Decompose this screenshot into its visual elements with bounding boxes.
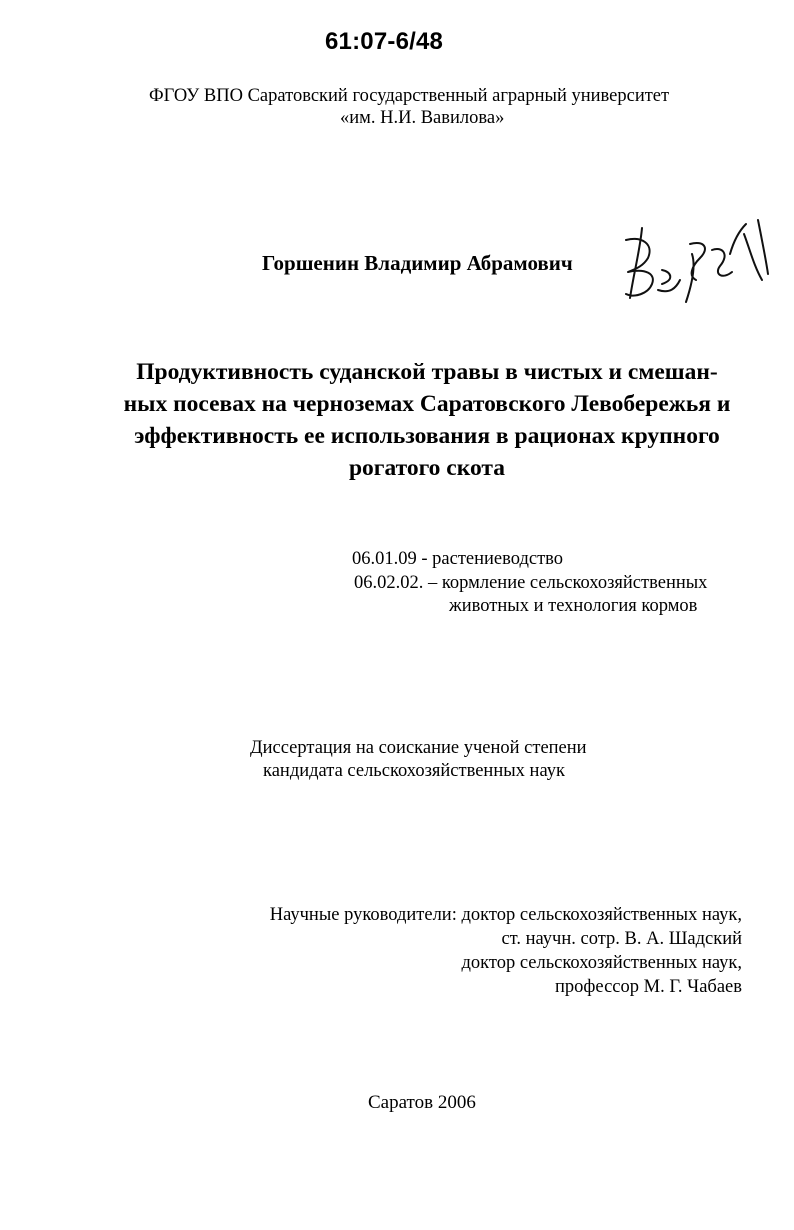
institution-namesake: «им. Н.И. Вавилова» bbox=[340, 108, 505, 128]
specialty-code-crop-production: 06.01.09 - растениеводство bbox=[352, 549, 564, 569]
handwritten-signature bbox=[612, 210, 772, 310]
city-and-year: Саратов 2006 bbox=[368, 1092, 476, 1113]
degree-statement: Диссертация на соискание ученой степени bbox=[250, 738, 587, 758]
title-line: эффективность ее использования в рационах крупного bbox=[134, 423, 720, 449]
signature-stroke bbox=[658, 270, 680, 291]
dissertation-title bbox=[60, 356, 794, 484]
title-line: Продуктивность суданской травы в чистых и смешан- bbox=[136, 359, 718, 385]
specialty-code-animal-feeding-continuation: животных и технология кормов bbox=[449, 596, 698, 616]
supervisor-line: доктор сельскохозяйственных наук, bbox=[461, 953, 742, 973]
institution-name: ФГОУ ВПО Саратовский государственный аграрный университет bbox=[149, 86, 670, 106]
title-line: ных посевах на черноземах Саратовского Левобережья и bbox=[123, 391, 731, 417]
specialty-code-animal-feeding: 06.02.02. – кормление сельскохозяйственных bbox=[354, 573, 708, 593]
signature-stroke bbox=[712, 224, 746, 276]
supervisor-line: Научные руководители: доктор сельскохозяйственных наук, bbox=[269, 905, 742, 925]
signature-stroke bbox=[686, 243, 705, 302]
author-name: Горшенин Владимир Абрамович bbox=[262, 251, 573, 275]
signature-stroke bbox=[744, 220, 768, 280]
degree-statement-continuation: кандидата сельскохозяйственных наук bbox=[263, 761, 565, 781]
title-line: рогатого скота bbox=[348, 455, 505, 481]
signature-stroke bbox=[626, 228, 653, 298]
supervisor-line: профессор М. Г. Чабаев bbox=[555, 977, 742, 997]
catalog-code: 61:07-6/48 bbox=[325, 28, 444, 55]
scientific-supervisors bbox=[270, 903, 742, 999]
supervisor-line: ст. научн. сотр. В. А. Шадский bbox=[501, 929, 742, 949]
